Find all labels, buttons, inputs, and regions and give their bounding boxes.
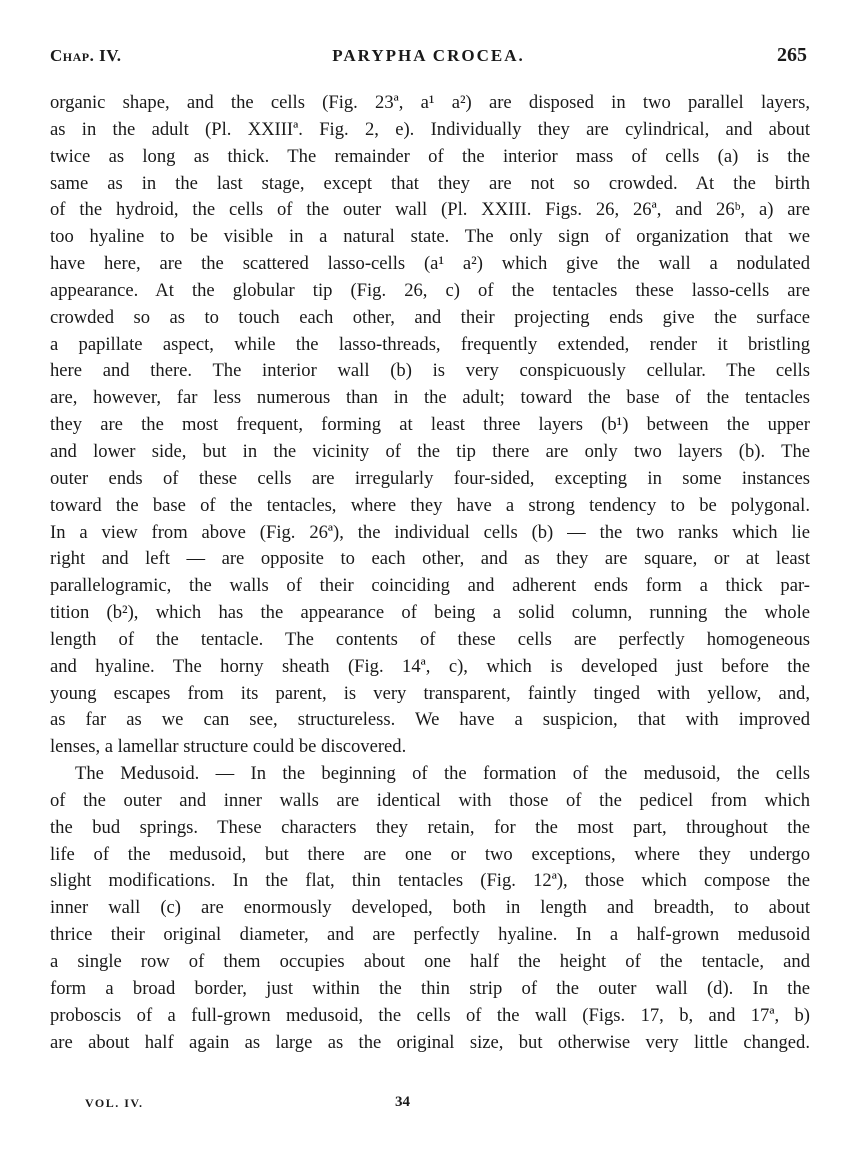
text-line: a single row of them occupies about one half the height of the tentacle, and — [50, 951, 810, 972]
page-footer — [85, 1092, 785, 1116]
volume-label: VOL. IV. — [85, 1096, 144, 1110]
text-line: appearance. At the globular tip (Fig. 26, c) of the tentacles these lasso-cells are — [50, 279, 810, 301]
text-line: and hyaline. The horny sheath (Fig. 14ª, c), which is developed just before the — [50, 655, 810, 677]
text-line: crowded so as to touch each other, and their projecting ends give the surface — [50, 306, 810, 328]
text-line: of the outer and inner walls are identical with those of the pedicel from which — [50, 789, 810, 811]
text-line: organic shape, and the cells (Fig. 23ª, a¹ a²) are disposed in two parallel layers, — [50, 92, 810, 113]
text-line: of the hydroid, the cells of the outer wall (Pl. XXIII. Figs. 26, 26ª, and 26ᵇ, a) are — [50, 199, 810, 221]
text-line: a papillate aspect, while the lasso-threads, frequently extended, render it bristling — [50, 333, 810, 355]
text-line: and lower side, but in the vicinity of the tip there are only two layers (b). The — [50, 440, 810, 462]
text-line: life of the medusoid, but there are one or two exceptions, where they undergo — [50, 843, 810, 865]
text-line: inner wall (c) are enormously developed, both in length and breadth, to about — [50, 897, 810, 919]
text-line: right and left — are opposite to each other, and as they are square, or at least — [50, 548, 810, 570]
text-line: too hyaline to be visible in a natural state. The only sign of organization that we — [50, 226, 810, 248]
text-line: length of the tentacle. The contents of these cells are perfectly homogeneous — [50, 628, 810, 650]
running-title: PARYPHA CROCEA. — [332, 46, 525, 65]
body-text — [50, 90, 810, 1056]
paragraph-last-line: lenses, a lamellar structure could be discovered. — [50, 736, 407, 758]
page-number: 265 — [777, 44, 807, 66]
text-line: are about half again as large as the original size, but otherwise very little changed. — [50, 1031, 810, 1053]
text-line: twice as long as thick. The remainder of the interior mass of cells (a) is the — [50, 145, 810, 167]
text-line: have here, are the scattered lasso-cells (a¹ a²) which give the wall a nodulated — [50, 253, 810, 275]
text-line: here and there. The interior wall (b) is very conspicuously cellular. The cells — [50, 360, 810, 382]
text-line: toward the base of the tentacles, where they have a strong tendency to be polygonal. — [50, 494, 810, 516]
text-line: proboscis of a full-grown medusoid, the cells of the wall (Figs. 17, b, and 17ª, b) — [50, 1004, 810, 1026]
text-line: they are the most frequent, forming at least three layers (b¹) between the upper — [50, 414, 810, 436]
text-line: In a view from above (Fig. 26ª), the individual cells (b) — the two ranks which lie — [50, 521, 810, 543]
text-line: the bud springs. These characters they retain, for the most part, throughout the — [50, 816, 810, 838]
page-header — [50, 42, 807, 72]
text-line: thrice their original diameter, and are perfectly hyaline. In a half-grown medusoid — [50, 924, 810, 946]
text-line: tition (b²), which has the appearance of being a solid column, running the whole — [50, 602, 810, 624]
signature-mark: 34 — [395, 1094, 410, 1110]
chapter-label: Chap. IV. — [50, 46, 122, 65]
text-line: parallelogramic, the walls of their coinciding and adherent ends form a thick par- — [50, 575, 810, 597]
text-line: slight modifications. In the flat, thin tentacles (Fig. 12ª), those which compose the — [50, 870, 810, 892]
text-line: as far as we can see, structureless. We have a suspicion, that with improved — [50, 709, 810, 731]
text-line: form a broad border, just within the thin strip of the outer wall (d). In the — [50, 977, 810, 999]
text-line: as in the adult (Pl. XXIIIª. Fig. 2, e). Individually they are cylindrical, and about — [50, 118, 810, 140]
text-line: young escapes from its parent, is very transparent, faintly tinged with yellow, and, — [50, 682, 810, 704]
text-line: outer ends of these cells are irregularly four-sided, excepting in some instances — [50, 467, 810, 489]
section-heading-line: The Medusoid. — In the beginning of the formation of the medusoid, the cells — [75, 763, 810, 785]
text-line: same as in the last stage, except that they are not so crowded. At the birth — [50, 172, 810, 194]
text-line: are, however, far less numerous than in the adult; toward the base of the tentacles — [50, 387, 810, 409]
